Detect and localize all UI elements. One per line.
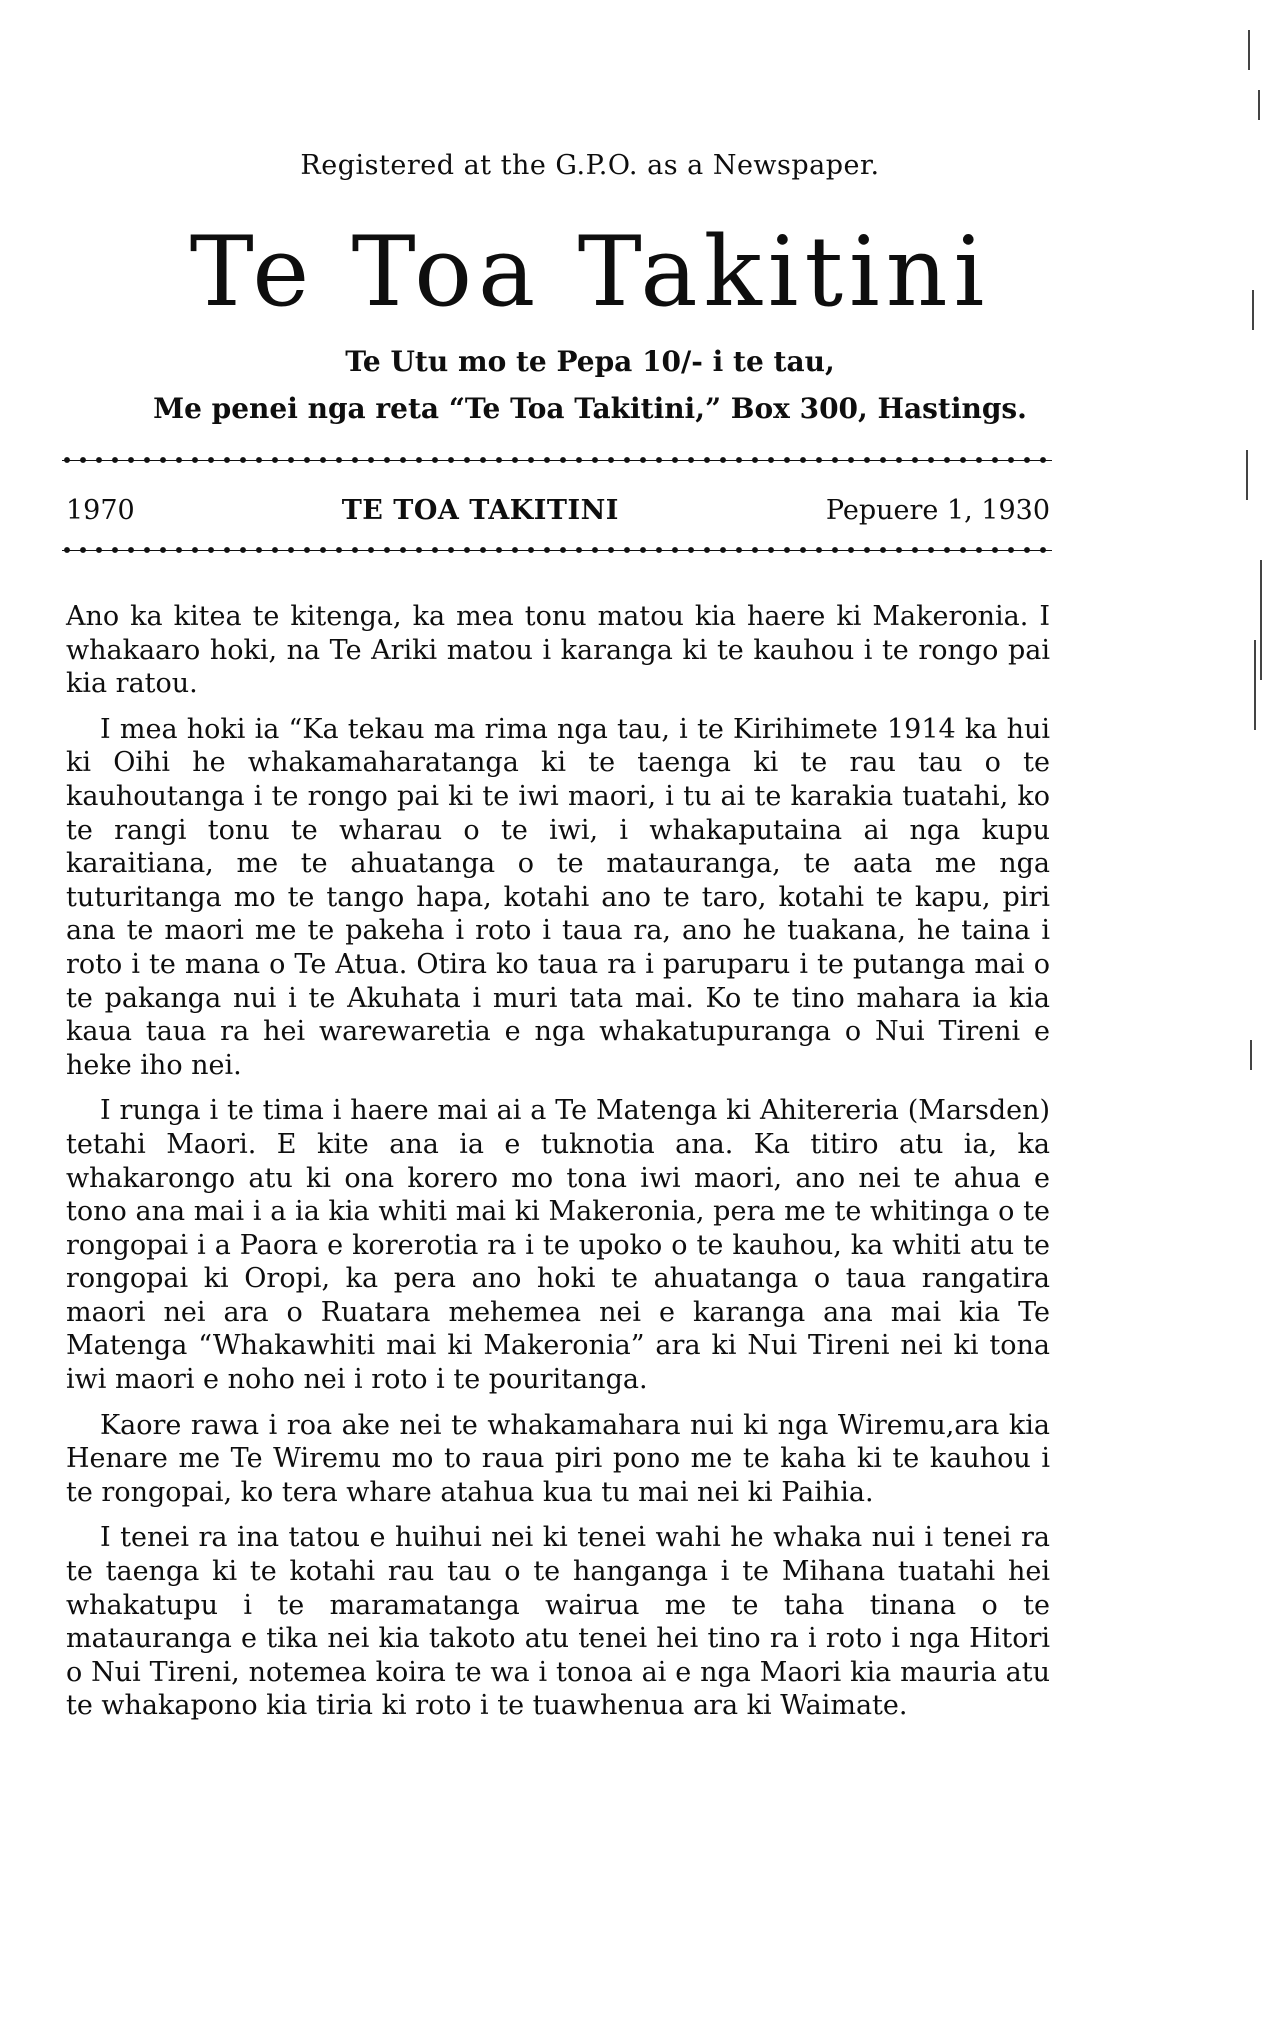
issue-date: Pepuere 1, 1930	[825, 495, 1050, 526]
paragraph: I mea hoki ia “Ka tekau ma rima nga tau, i te Kirihimete 1914 ka hui ki Oihi he whakamaharatanga ki te taenga ki te rau tau o te kauhoutanga i te rongo pai ki te iwi maori, i tu ai te karakia tuatahi, ko te rangi tonu te wharau o te iwi, i whakaputaina ai nga kupu karaitiana, me te ahuatanga o te matauranga, te aata me nga tuturitanga mo te tango hapa, kotahi ano te taro, kotahi te kapu, piri ana te maori me te pakeha i roto i taua ra, ano he tuakana, he taina i roto i te mana o Te Atua. Otira ko taua ra i paruparu i te putanga mai o te pakanga nui i te Akuhata i muri tata mai. Ko te tino mahara ia kia kaua taua ra hei warewaretia e nga whakatupuranga o Nui Tireni e heke iho nei.	[66, 713, 1050, 1081]
page-number: 1970	[66, 495, 135, 526]
scan-edge-marks	[1240, 0, 1280, 1200]
paragraph: Ano ka kitea te kitenga, ka mea tonu matou kia haere ki Makeronia. I whakaaro hoki, na Te Ariki matou i karanga ki te kauhou i te rongo pai kia ratou.	[66, 601, 1050, 700]
masthead-title: Te Toa Takitini	[189, 216, 991, 328]
subscription-line: Te Utu mo te Pepa 10/- i te tau,	[345, 345, 835, 378]
registration-notice: Registered at the G.P.O. as a Newspaper.	[300, 150, 880, 181]
running-title: TE TOA TAKITINI	[341, 495, 619, 526]
ornamental-rule-top	[62, 455, 1052, 465]
paragraph: Kaore rawa i roa ake nei te whakamahara nui ki nga Wiremu,ara kia Henare me Te Wiremu mo to raua piri pono me te kaha ki te kauhou i te rongopai, ko tera whare atahua kua tu mai nei ki Paihia.	[66, 1409, 1050, 1508]
address-line: Me penei nga reta “Te Toa Takitini,” Box 300, Hastings.	[153, 392, 1027, 425]
paragraph: I tenei ra ina tatou e huihui nei ki tenei wahi he whaka nui i tenei ra te taenga ki te kotahi rau tau o te hanganga i te Mihana tuatahi hei whakatupu i te maramatanga wairua me te taha tinana o te matauranga e tika nei kia takoto atu tenei hei tino ra i roto i nga Hitori o Nui Tireni, notemea koira te wa i tonoa ai e nga Maori kia mauria atu te whakapono kia tiria ki roto i te tuawhenua ara ki Waimate.	[66, 1522, 1050, 1722]
paragraph: I runga i te tima i haere mai ai a Te Matenga ki Ahitereria (Marsden) tetahi Maori. E kite ana ia e tuknotia ana. Ka titiro atu ia, ka whakarongo atu ki ona korero mo tona iwi maori, ano nei te ahua e tono ana mai i a ia kia whiti mai ki Makeronia, pera me te whitinga o te rongopai i a Paora e korerotia ra i te upoko o te kauhou, ka whiti atu te rongopai ki Oropi, ka pera ano hoki te ahuatanga o taua rangatira maori nei ara o Ruatara mehemea nei e karanga ana mai kia Te Matenga “Whakawhiti mai ki Makeronia” ara ki Nui Tireni nei ki tona iwi maori e noho nei i roto i te pouritanga.	[66, 1095, 1050, 1396]
article-body	[66, 600, 1050, 1735]
ornamental-rule-bottom	[62, 545, 1052, 555]
issue-header	[66, 495, 1050, 526]
